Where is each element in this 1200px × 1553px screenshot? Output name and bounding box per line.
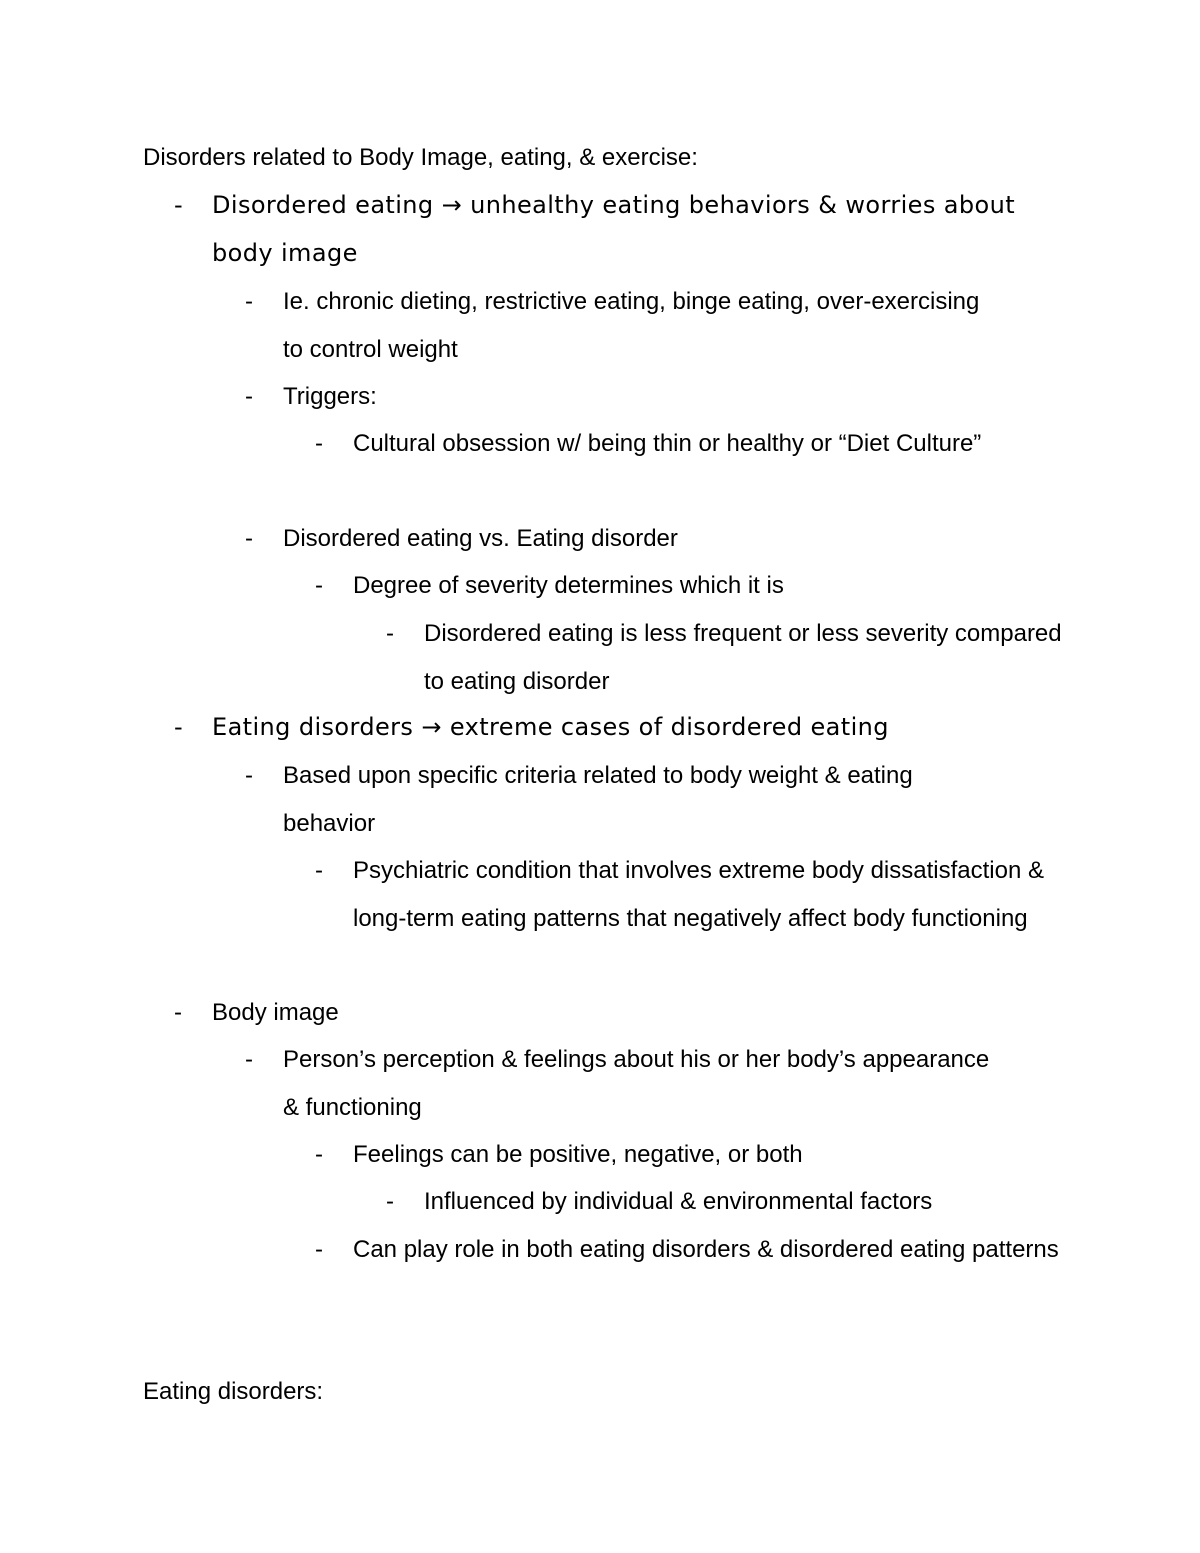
bullet-dash: - (245, 762, 253, 789)
list-item-text: Ie. chronic dieting, restrictive eating, binge eating, over-exercising to control weight (283, 288, 980, 363)
list-item-text: Influenced by individual & environmental factors (424, 1188, 933, 1215)
list-item-text: Person’s perception & feelings about his or her body’s appearance & functioning (283, 1046, 990, 1121)
list-item (315, 420, 1073, 468)
list-item-text: Feelings can be positive, negative, or both (353, 1141, 803, 1168)
list-item-text: Eating disorders → extreme cases of disordered eating (212, 713, 889, 741)
bullet-dash: - (386, 1188, 394, 1215)
list-item (174, 182, 1042, 277)
list-item-text: Can play role in both eating disorders & disordered eating patterns (353, 1236, 1059, 1263)
list-item (315, 1131, 1073, 1179)
bullet-dash: - (174, 999, 182, 1026)
list-item-text: Body image (212, 999, 339, 1026)
bullet-dash: - (174, 713, 184, 741)
list-item (245, 1036, 1003, 1131)
list-item (174, 704, 1042, 752)
bullet-dash: - (245, 288, 253, 315)
bullet-dash: - (386, 620, 394, 647)
list-item-text: Degree of severity determines which it is (353, 572, 784, 599)
list-item (245, 752, 1003, 847)
list-item-text: Based upon specific criteria related to body weight & eating behavior (283, 762, 913, 837)
bullet-dash: - (245, 383, 253, 410)
list-item (386, 610, 1064, 705)
list-item (386, 1178, 1064, 1226)
bullet-dash: - (315, 1236, 323, 1263)
list-item (245, 515, 1003, 563)
section-heading: Eating disorders: (143, 1378, 324, 1405)
list-item-text: Disordered eating is less frequent or less severity compared to eating disorder (424, 620, 1062, 695)
list-item-text: Disordered eating vs. Eating disorder (283, 525, 678, 552)
list-item-text: Cultural obsession w/ being thin or healthy or “Diet Culture” (353, 430, 982, 457)
list-item (315, 847, 1073, 942)
list-item (174, 989, 1042, 1037)
list-item-text: Triggers: (283, 383, 377, 410)
list-item (315, 562, 1073, 610)
list-item (245, 278, 1003, 373)
list-item (245, 373, 1003, 421)
list-item-text: Psychiatric condition that involves extreme body dissatisfaction & long-term eating patterns that negatively affect body functioning (353, 857, 1044, 932)
section-heading: Disorders related to Body Image, eating, & exercise: (143, 144, 698, 171)
bullet-dash: - (315, 572, 323, 599)
bullet-dash: - (245, 1046, 253, 1073)
bullet-dash: - (174, 191, 184, 219)
list-item-text: Disordered eating → unhealthy eating behaviors & worries about body image (212, 191, 1016, 267)
bullet-dash: - (245, 525, 253, 552)
list-item (315, 1226, 1073, 1274)
bullet-dash: - (315, 857, 323, 884)
bullet-dash: - (315, 1141, 323, 1168)
bullet-dash: - (315, 430, 323, 457)
